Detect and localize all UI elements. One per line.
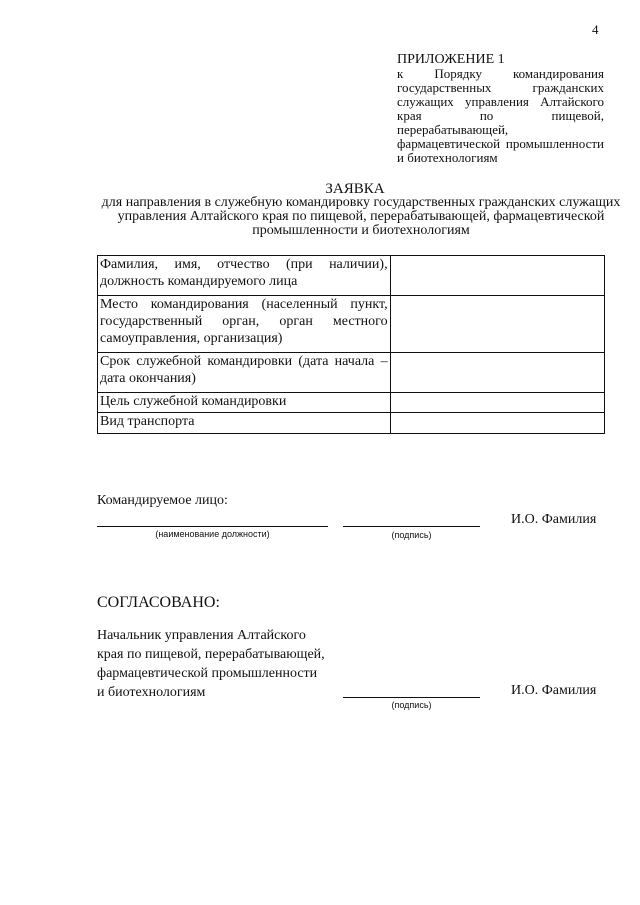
approval-signature-line[interactable] — [343, 697, 480, 698]
position-caption: (наименование должности) — [155, 529, 270, 539]
form-row-value[interactable] — [390, 256, 604, 296]
request-form-table — [97, 255, 605, 434]
approval-signature-caption: (подпись) — [391, 700, 432, 710]
form-row-label: Место командирования (населенный пункт, государственный орган, орган местного самоуправления, организация) — [98, 296, 391, 353]
document-title: ЗАЯВКА — [325, 181, 385, 197]
signature-caption: (подпись) — [391, 530, 432, 540]
appendix-block — [397, 53, 604, 165]
form-row — [98, 353, 605, 393]
seconded-name: И.О. Фамилия — [511, 512, 597, 527]
document-subtitle: для направления в служебную командировку государственных гражданских служащих управления Алтайского края по пищевой, перерабатывающей, фармацевтической промышленности и биотехнологиям — [101, 195, 621, 238]
signature-line[interactable] — [343, 526, 480, 527]
form-row-label: Вид транспорта — [98, 413, 391, 434]
form-row-value[interactable] — [390, 413, 604, 434]
page-number: 4 — [592, 22, 599, 37]
form-row — [98, 413, 605, 434]
approval-label: СОГЛАСОВАНО: — [97, 594, 220, 611]
approval-name: И.О. Фамилия — [511, 683, 597, 698]
form-row — [98, 256, 605, 296]
form-row-label: Цель служебной командировки — [98, 393, 391, 413]
form-row-label: Фамилия, имя, отчество (при наличии), должность командируемого лица — [98, 256, 391, 296]
approval-position: Начальник управления Алтайского края по пищевой, перерабатывающей, фармацевтической промышленности и биотехнологиям — [97, 628, 325, 700]
position-line[interactable] — [97, 526, 328, 527]
form-row — [98, 393, 605, 413]
appendix-title: ПРИЛОЖЕНИЕ 1 — [397, 52, 505, 67]
appendix-text: к Порядку командирования государственных гражданских служащих управления Алтайского края по пищевой, перерабатывающей, фармацевтической промышленности и биотехнологиям — [397, 66, 604, 165]
form-row-label: Срок служебной командировки (дата начала – дата окончания) — [98, 353, 391, 393]
form-row-value[interactable] — [390, 353, 604, 393]
form-row-value[interactable] — [390, 296, 604, 353]
seconded-label: Командируемое лицо: — [97, 493, 228, 508]
form-row-value[interactable] — [390, 393, 604, 413]
form-row — [98, 296, 605, 353]
